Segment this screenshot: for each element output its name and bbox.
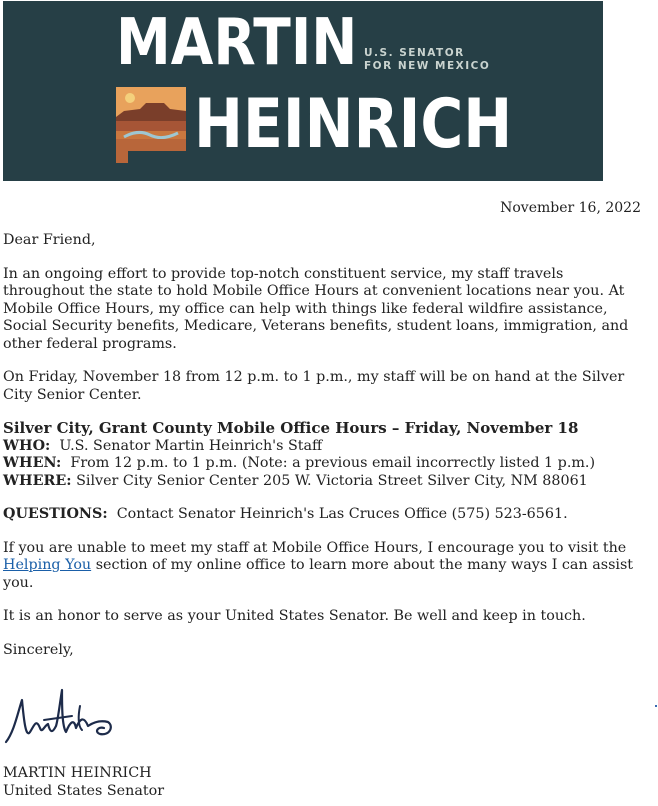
questions-label: QUESTIONS: xyxy=(3,506,108,522)
banner-first-name: MARTIN xyxy=(116,6,358,80)
where-label: WHERE: xyxy=(3,472,72,489)
new-mexico-logo-icon xyxy=(116,87,186,163)
paragraph-service: In an ongoing effort to provide top-notch constituent service, my staff travels throughout the state to hold Mobile Office Hours at convenient locations near you. At Mobile Office Hours, my office can help with things like federal wildfire assistance, Social Security benefits, Medicare, Veterans benefits, student loans, immigration, and other federal programs. xyxy=(3,265,629,352)
visit-text-after: section of my online office to learn more about the many ways I can assist you. xyxy=(3,557,634,591)
when-value: From 12 p.m. to 1 p.m. (Note: a previous email incorrectly listed 1 p.m.) xyxy=(70,455,596,471)
greeting: Dear Friend, xyxy=(3,232,96,248)
where-line xyxy=(3,473,643,491)
banner-subtitle-line2: FOR NEW MEXICO xyxy=(364,60,491,72)
decorative-dot xyxy=(655,705,657,707)
paragraph-event-intro: On Friday, November 18 from 12 p.m. to 1 p.m., my staff will be on hand at the Silver City Senior Center. xyxy=(3,369,625,403)
signoff: Sincerely, xyxy=(3,641,74,658)
when-line xyxy=(3,455,643,473)
event-heading: Silver City, Grant County Mobile Office Hours – Friday, November 18 xyxy=(3,419,579,437)
paragraph-visit xyxy=(3,540,643,593)
letter-body xyxy=(3,232,643,675)
helping-you-link[interactable]: Helping You xyxy=(3,557,92,573)
where-value: Silver City Senior Center 205 W. Victoria Street Silver City, NM 88061 xyxy=(76,472,588,489)
banner-last-name: HEINRICH xyxy=(194,85,513,164)
event-details xyxy=(3,420,643,490)
visit-text-before: If you are unable to meet my staff at Mobile Office Hours, I encourage you to visit the xyxy=(3,539,627,556)
questions-line xyxy=(3,506,643,524)
who-value: U.S. Senator Martin Heinrich's Staff xyxy=(59,437,323,454)
header-banner xyxy=(3,1,603,181)
when-label: WHEN: xyxy=(3,455,62,471)
signature-image xyxy=(4,682,116,750)
letter-date: November 16, 2022 xyxy=(500,200,641,216)
who-label: WHO: xyxy=(3,437,51,454)
banner-subtitle-line1: U.S. SENATOR xyxy=(364,47,465,59)
signer-title: United States Senator xyxy=(3,782,165,799)
questions-value: Contact Senator Heinrich's Las Cruces Office (575) 523-6561. xyxy=(116,506,568,522)
paragraph-honor: It is an honor to serve as your United States Senator. Be well and keep in touch. xyxy=(3,608,586,624)
signature-block xyxy=(3,765,164,800)
signer-name: MARTIN HEINRICH xyxy=(3,765,152,781)
who-line xyxy=(3,438,643,456)
